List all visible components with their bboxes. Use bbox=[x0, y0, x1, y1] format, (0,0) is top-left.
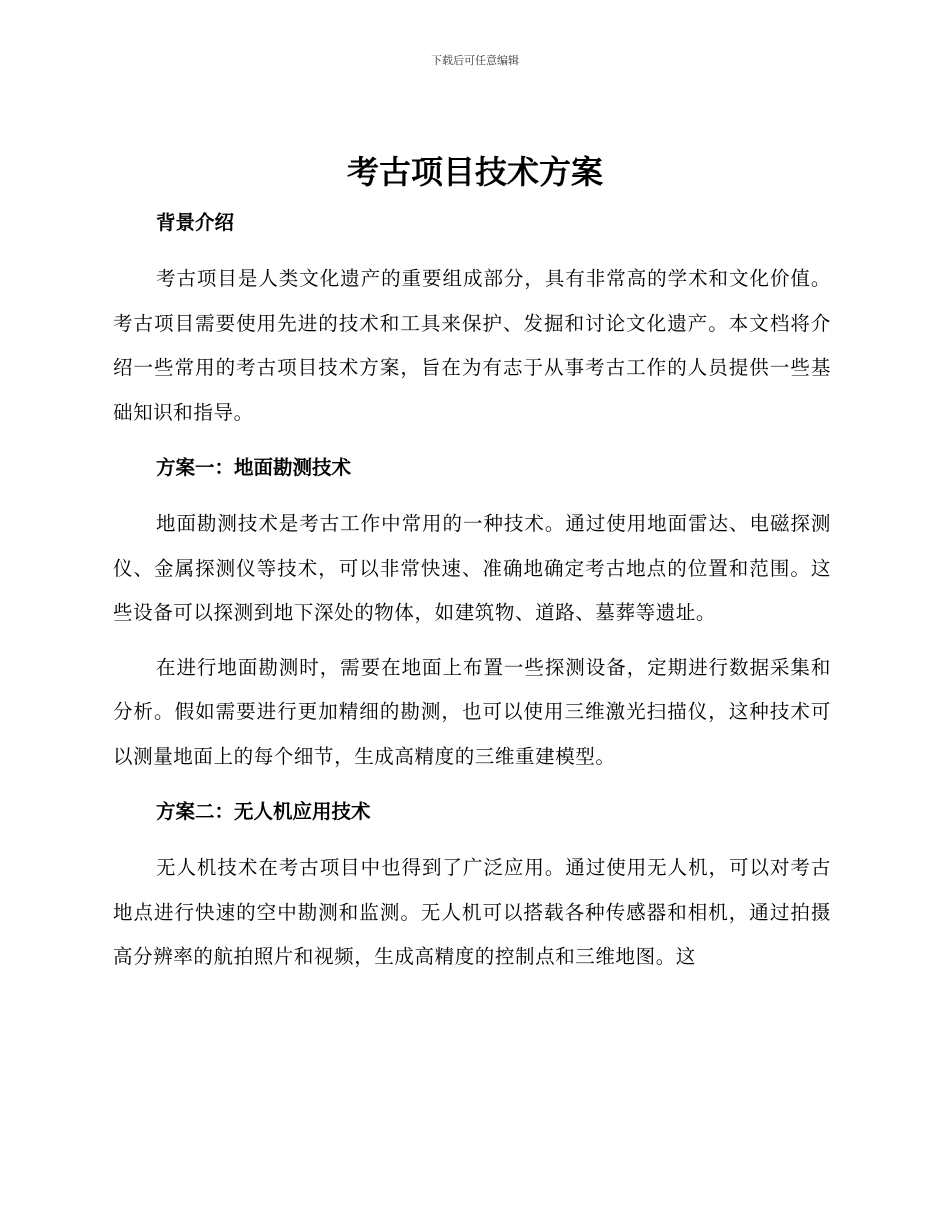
paragraph-ground-survey-1: 地面勘测技术是考古工作中常用的一种技术。通过使用地面雷达、电磁探测仪、金属探测仪等技术，可以非常快速、准确地确定考古地点的位置和范围。这些设备可以探测到地下深处的物体，如建筑物、道路、墓葬等遗址。 bbox=[113, 512, 831, 624]
page-header-note: 下载后可任意编辑 bbox=[431, 54, 519, 67]
section-heading-background: 背景介绍 bbox=[156, 211, 235, 234]
paragraph-background: 考古项目是人类文化遗产的重要组成部分，具有非常高的学术和文化价值。考古项目需要使用先进的技术和工具来保护、发掘和讨论文化遗产。本文档将介绍一些常用的考古项目技术方案，旨在为有志于从事考古工作的人员提供一些基础知识和指导。 bbox=[113, 267, 831, 424]
section-heading-ground-survey: 方案一：地面勘测技术 bbox=[156, 456, 352, 479]
section-heading-drone: 方案二：无人机应用技术 bbox=[156, 800, 371, 823]
document-title: 考古项目技术方案 bbox=[346, 153, 603, 191]
document-body bbox=[113, 200, 831, 980]
paragraph-drone-1: 无人机技术在考古项目中也得到了广泛应用。通过使用无人机，可以对考古地点进行快速的空中勘测和监测。无人机可以搭载各种传感器和相机，通过拍摄高分辨率的航拍照片和视频，生成高精度的控制点和三维地图。这 bbox=[113, 856, 831, 968]
paragraph-ground-survey-2: 在进行地面勘测时，需要在地面上布置一些探测设备，定期进行数据采集和分析。假如需要进行更加精细的勘测，也可以使用三维激光扫描仪，这种技术可以测量地面上的每个细节，生成高精度的三维重建模型。 bbox=[113, 655, 831, 768]
